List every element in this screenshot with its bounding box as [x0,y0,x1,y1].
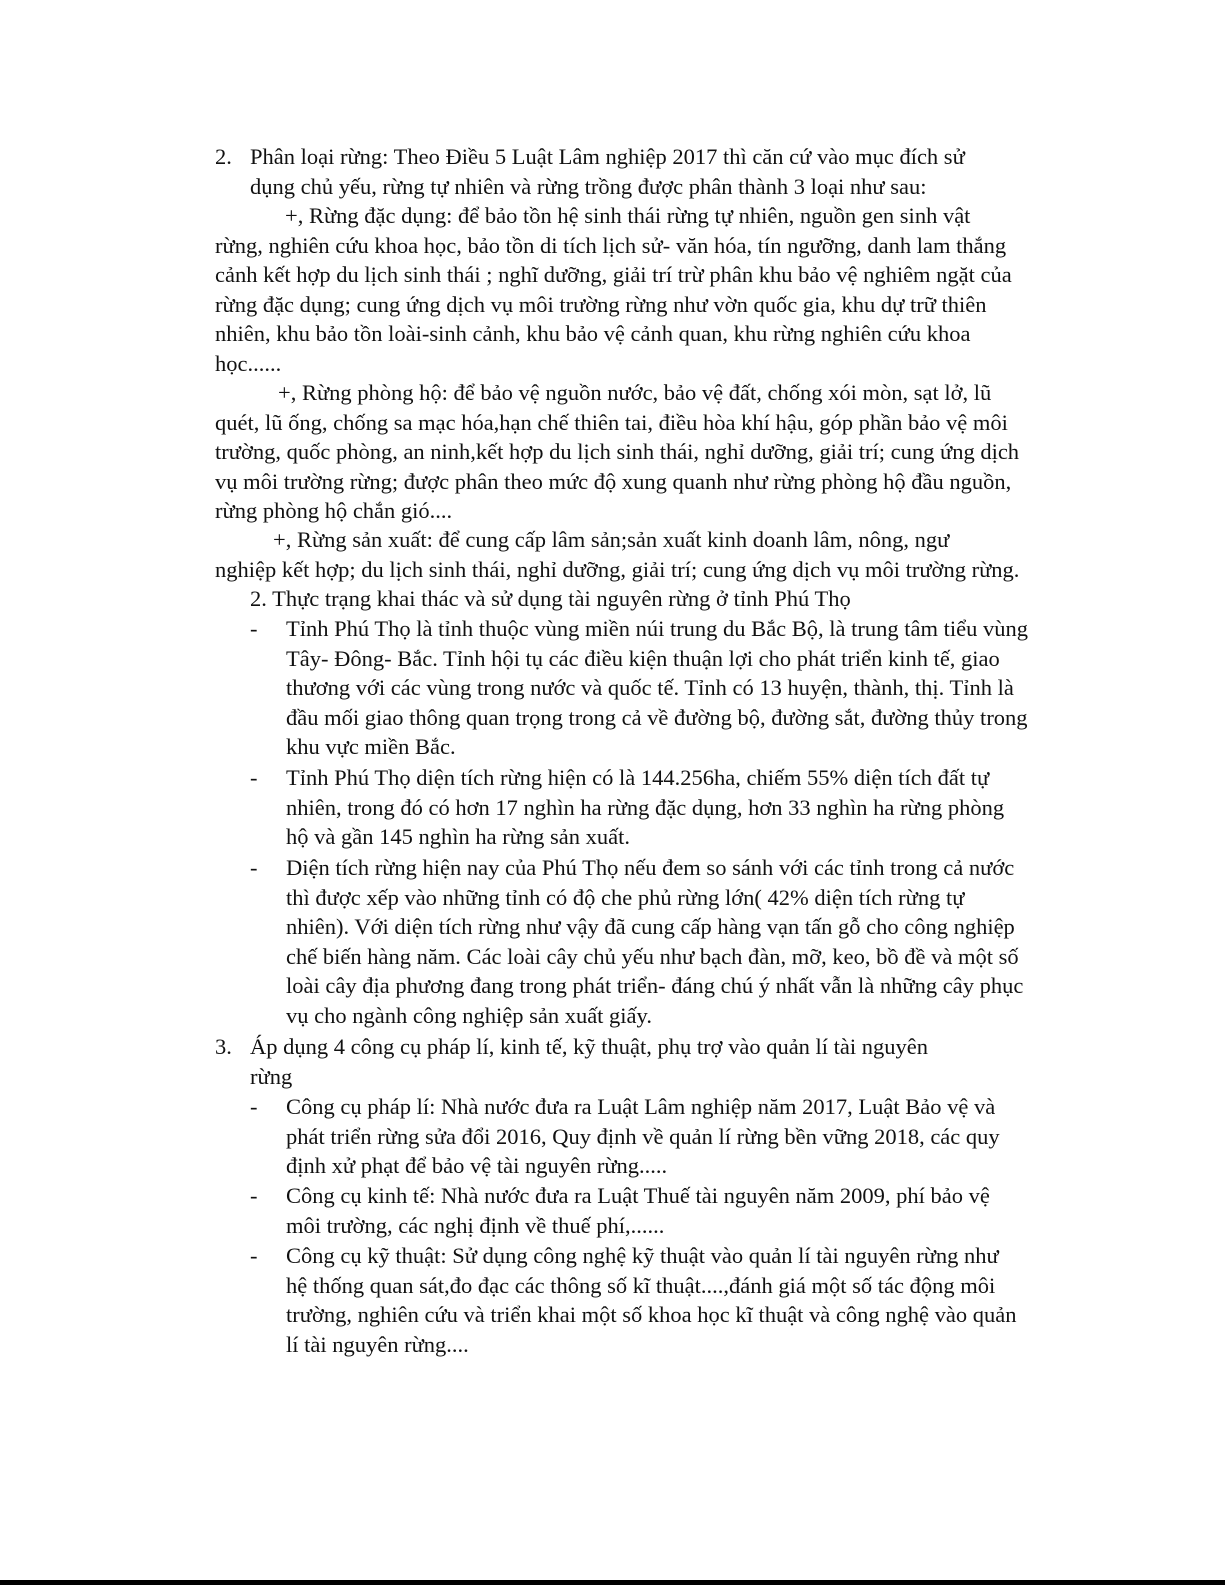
text-line: loài cây địa phương đang trong phát triển- đáng chú ý nhất vẫn là những cây phục [286,973,1024,998]
text-line: vụ cho ngành công nghiệp sản xuất giấy. [286,1002,652,1028]
text-line: vụ môi trường rừng; được phân theo mức độ xung quanh như rừng phòng hộ đầu nguồn, [215,468,1012,494]
text-line: Tỉnh Phú Thọ là tỉnh thuộc vùng miền núi trung du Bắc Bộ, là trung tâm tiểu vùng [286,616,1029,641]
text-line: phát triển rừng sửa đổi 2016, Quy định về quản lí rừng bền vững 2018, các quy [286,1123,1000,1149]
text-line: +, Rừng sản xuất: để cung cấp lâm sản;sản xuất kinh doanh lâm, nông, ngư [273,527,950,552]
text-line: Diện tích rừng hiện nay của Phú Thọ nếu đem so sánh với các tỉnh trong cả nước [286,855,1015,880]
bullet-dash: - [250,1243,258,1268]
text-line: cảnh kết hợp du lịch sinh thái ; nghĩ dưỡng, giải trí trừ phân khu bảo vệ nghiêm ngặt của [215,262,1012,287]
bullet-text [286,1092,1000,1181]
text-line: đầu mối giao thông quan trọng trong cả về đường bộ, đường sắt, đường thủy trong [286,704,1028,730]
text-line: hệ thống quan sát,đo đạc các thông số kĩ thuật....,đánh giá một số tác động môi [286,1272,996,1298]
paragraph-rung-san-xuat [215,525,1019,584]
text-line: trường, nghiên cứu và triển khai một số khoa học kĩ thuật và công nghệ vào quản [286,1302,1017,1327]
text-line: Tỉnh Phú Thọ diện tích rừng hiện có là 144.256ha, chiếm 55% diện tích đất tự [286,765,990,790]
text-line: rừng [250,1063,293,1089]
text-line: định xử phạt để bảo vệ tài nguyên rừng..... [286,1153,668,1178]
text-line: hộ và gần 145 nghìn ha rừng sản xuất. [286,824,631,849]
section-3-heading [250,1032,928,1091]
text-line: môi trường, các nghị định về thuế phí,...... [286,1212,665,1238]
bullet-dash: - [250,616,258,641]
text-line: nhiên). Với diện tích rừng như vậy đã cung cấp hàng vạn tấn gỗ cho công nghiệp [286,914,1015,939]
text-line: Phân loại rừng: Theo Điều 5 Luật Lâm nghiệp 2017 thì căn cứ vào mục đích sử [250,144,965,169]
section-3-number: 3. [215,1034,232,1059]
paragraph-rung-phong-ho [215,378,1019,526]
bullet-text [286,853,1023,1030]
text-line: lí tài nguyên rừng.... [286,1331,469,1357]
text-line: nghiệp kết hợp; du lịch sinh thái, nghỉ dưỡng, giải trí; cung ứng dịch vụ môi trường rừng. [215,556,1020,582]
paragraph-rung-dac-dung [215,201,1012,378]
text-line: khu vực miền Bắc. [286,734,456,759]
text-line: nhiên, khu bảo tồn loài-sinh cảnh, khu bảo vệ cảnh quan, khu rừng nghiên cứu khoa [215,321,971,346]
bullet-dash: - [250,855,258,880]
section-2-heading [250,142,965,201]
text-line: Công cụ kỹ thuật: Sử dụng công nghệ kỹ thuật vào quản lí tài nguyên rừng như [286,1243,999,1268]
text-line: thương với các vùng trong nước và quốc tế. Tỉnh có 13 huyện, thành, thị. Tỉnh là [286,675,1014,700]
bullet-text [286,614,1028,762]
bullet-dash: - [250,765,258,790]
text-line: Áp dụng 4 công cụ pháp lí, kinh tế, kỹ thuật, phụ trợ vào quản lí tài nguyên [250,1034,929,1059]
text-line: dụng chủ yếu, rừng tự nhiên và rừng trồng được phân thành 3 loại như sau: [250,173,927,199]
bullet-text [286,763,1004,852]
text-line: thì được xếp vào những tỉnh có độ che phủ rừng lớn( 42% diện tích rừng tự [286,884,965,910]
text-line: +, Rừng đặc dụng: để bảo tồn hệ sinh thái rừng tự nhiên, nguồn gen sinh vật [285,203,971,228]
text-line: +, Rừng phòng hộ: để bảo vệ nguồn nước, bảo vệ đất, chống xói mòn, sạt lở, lũ [278,380,992,405]
text-line: nhiên, trong đó có hơn 17 nghìn ha rừng đặc dụng, hơn 33 nghìn ha rừng phòng [286,794,1005,820]
bullet-dash: - [250,1183,258,1208]
section-2b-heading: 2. Thực trạng khai thác và sử dụng tài nguyên rừng ở tỉnh Phú Thọ [250,586,851,611]
text-line: Công cụ pháp lí: Nhà nước đưa ra Luật Lâm nghiệp năm 2017, Luật Bảo vệ và [286,1094,996,1119]
text-line: rừng, nghiên cứu khoa học, bảo tồn di tích lịch sử- văn hóa, tín ngưỡng, danh lam thắng [215,232,1007,258]
text-line: trường, quốc phòng, an ninh,kết hợp du lịch sinh thái, nghỉ dưỡng, giải trí; cung ứng dịch [215,439,1020,464]
text-line: Công cụ kinh tế: Nhà nước đưa ra Luật Thuế tài nguyên năm 2009, phí bảo vệ [286,1183,990,1208]
bullet-dash: - [250,1094,258,1119]
bullet-text [286,1181,990,1240]
text-line: rừng đặc dụng; cung ứng dịch vụ môi trường rừng như vờn quốc gia, khu dự trữ thiên [215,291,987,317]
page-bottom-edge [0,1580,1225,1585]
section-2-number: 2. [215,144,232,169]
text-line: Tây- Đông- Bắc. Tỉnh hội tụ các điều kiện thuận lợi cho phát triển kinh tế, giao [286,645,1000,671]
text-line: quét, lũ ống, chống sa mạc hóa,hạn chế thiên tai, điều hòa khí hậu, góp phần bảo vệ môi [215,409,1008,435]
text-line: học...... [215,350,282,376]
text-line: chế biến hàng năm. Các loài cây chủ yếu như bạch đàn, mỡ, keo, bồ đề và một số [286,943,1019,969]
text-line: rừng phòng hộ chắn gió.... [215,498,453,523]
bullet-text [286,1241,1017,1359]
